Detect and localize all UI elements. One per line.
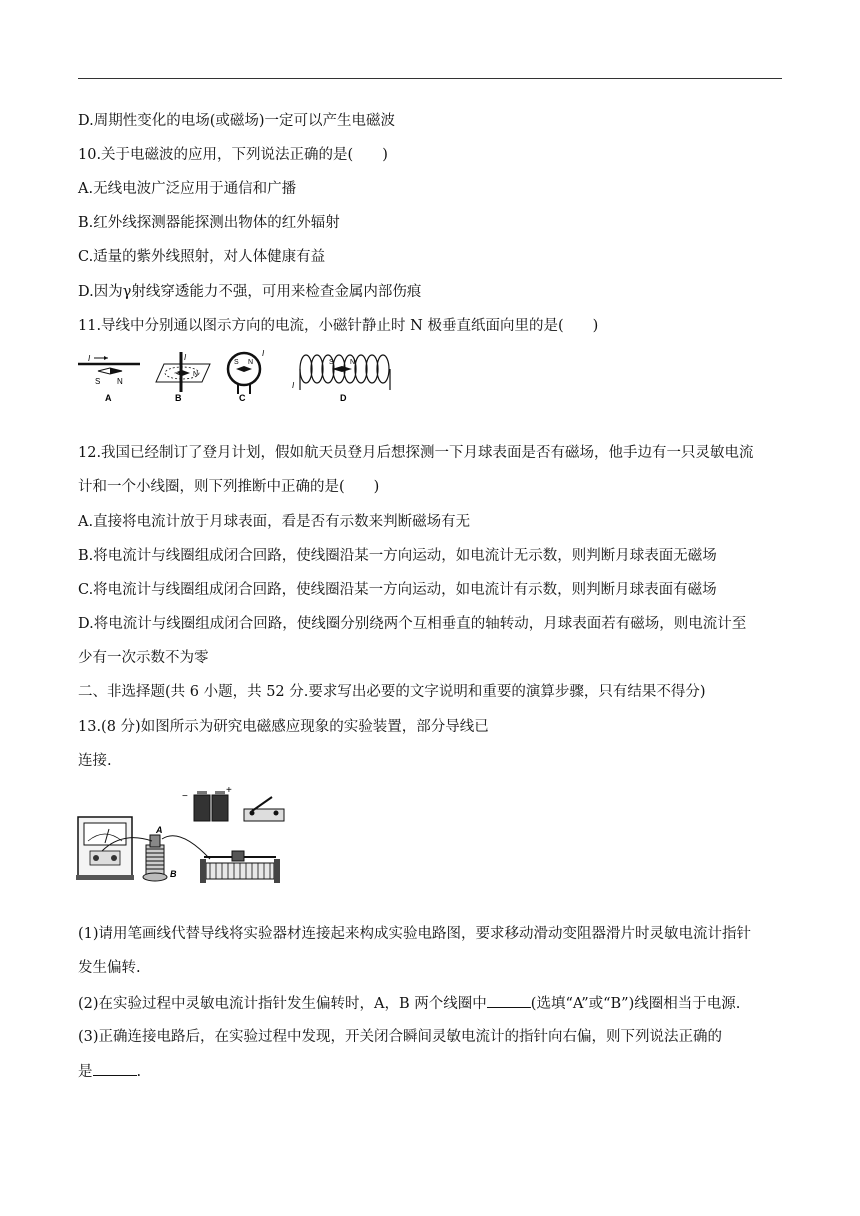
- svg-text:N: N: [248, 359, 254, 366]
- section-heading: 二、非选择题(共 6 小题，共 52 分.要求写出必要的文字说明和重要的演算步骤，只有结果不得分): [78, 684, 706, 700]
- subq-2-text-after: (选填“A”或“B”)线圈相当于电源.: [530, 996, 741, 1012]
- svg-text:S: S: [175, 373, 180, 379]
- svg-text:C: C: [239, 393, 246, 403]
- svg-text:I: I: [262, 350, 265, 358]
- option-12d-line2: 少有一次示数不为零: [78, 650, 209, 666]
- subq-3-line1: (3)正确连接电路后，在实验过程中发现，开关闭合瞬间灵敏电流计的指针向右偏，则下列说法正确的: [78, 1029, 723, 1045]
- subq-2: [78, 993, 740, 1014]
- question-10: 10.关于电磁波的应用，下列说法正确的是( ): [78, 147, 388, 163]
- svg-text:+: +: [226, 787, 232, 796]
- svg-text:A: A: [156, 825, 163, 835]
- question-13-line2: 连接.: [78, 753, 112, 769]
- option-12a: A.直接将电流计放于月球表面，看是否有示数来判断磁场有无: [78, 514, 471, 530]
- svg-text:B: B: [175, 393, 182, 403]
- svg-text:B: B: [170, 869, 177, 879]
- option-12d-line1: D.将电流计与线圈组成闭合回路，使线圈分别绕两个互相垂直的轴转动，月球表面若有磁场，则电流计至: [78, 616, 747, 632]
- option-10a: A.无线电波广泛应用于通信和广播: [78, 181, 297, 197]
- question-12-line1: 12.我国已经制订了登月计划，假如航天员登月后想探测一下月球表面是否有磁场，他手边有一只灵敏电流: [78, 445, 754, 461]
- svg-text:I: I: [88, 354, 91, 363]
- question-11: 11.导线中分别通以图示方向的电流，小磁针静止时 N 极垂直纸面向里的是( ): [78, 318, 599, 334]
- question-11-figure: [74, 350, 404, 406]
- subq-1-line1: (1)请用笔画线代替导线将实验器材连接起来构成实验电路图，要求移动滑动变阻器滑片时灵敏电流计指针: [78, 926, 752, 942]
- answer-blank-3: [93, 1061, 137, 1076]
- subq-2-text-before: (2)在实验过程中灵敏电流计指针发生偏转时，A，B 两个线圈中: [78, 996, 487, 1012]
- svg-text:N: N: [193, 371, 199, 378]
- svg-text:D: D: [340, 393, 347, 403]
- option-10b: B.红外线探测器能探测出物体的红外辐射: [78, 215, 340, 231]
- question-13-figure: [76, 787, 288, 895]
- option-9d: D.周期性变化的电场(或磁场)一定可以产生电磁波: [78, 113, 396, 129]
- question-13-line1: 13.(8 分)如图所示为研究电磁感应现象的实验装置，部分导线已: [78, 719, 489, 735]
- svg-text:S: S: [329, 359, 334, 366]
- svg-text:N: N: [350, 359, 356, 366]
- option-12b: B.将电流计与线圈组成闭合回路，使线圈沿某一方向运动，如电流计无示数，则判断月球表面无磁场: [78, 548, 717, 564]
- svg-text:−: −: [182, 791, 188, 802]
- option-12c: C.将电流计与线圈组成闭合回路，使线圈沿某一方向运动，如电流计有示数，则判断月球表面有磁场: [78, 582, 717, 598]
- svg-text:N: N: [117, 377, 123, 386]
- answer-blank-2: [487, 993, 531, 1008]
- svg-text:S: S: [95, 377, 101, 386]
- svg-text:S: S: [234, 359, 239, 366]
- subq-3-line2: [78, 1061, 141, 1082]
- option-10c: C.适量的紫外线照射，对人体健康有益: [78, 249, 326, 265]
- header-rule: [78, 78, 782, 79]
- option-10d: D.因为γ射线穿透能力不强，可用来检查金属内部伤痕: [78, 284, 422, 300]
- svg-text:I: I: [184, 353, 187, 362]
- subq-3-text-after: .: [136, 1064, 142, 1080]
- svg-text:A: A: [105, 393, 112, 403]
- svg-text:I: I: [292, 381, 295, 390]
- subq-1-line2: 发生偏转.: [78, 960, 141, 976]
- question-12-line2: 计和一个小线圈，则下列推断中正确的是( ): [78, 479, 380, 495]
- subq-3-text-before: 是: [78, 1064, 93, 1080]
